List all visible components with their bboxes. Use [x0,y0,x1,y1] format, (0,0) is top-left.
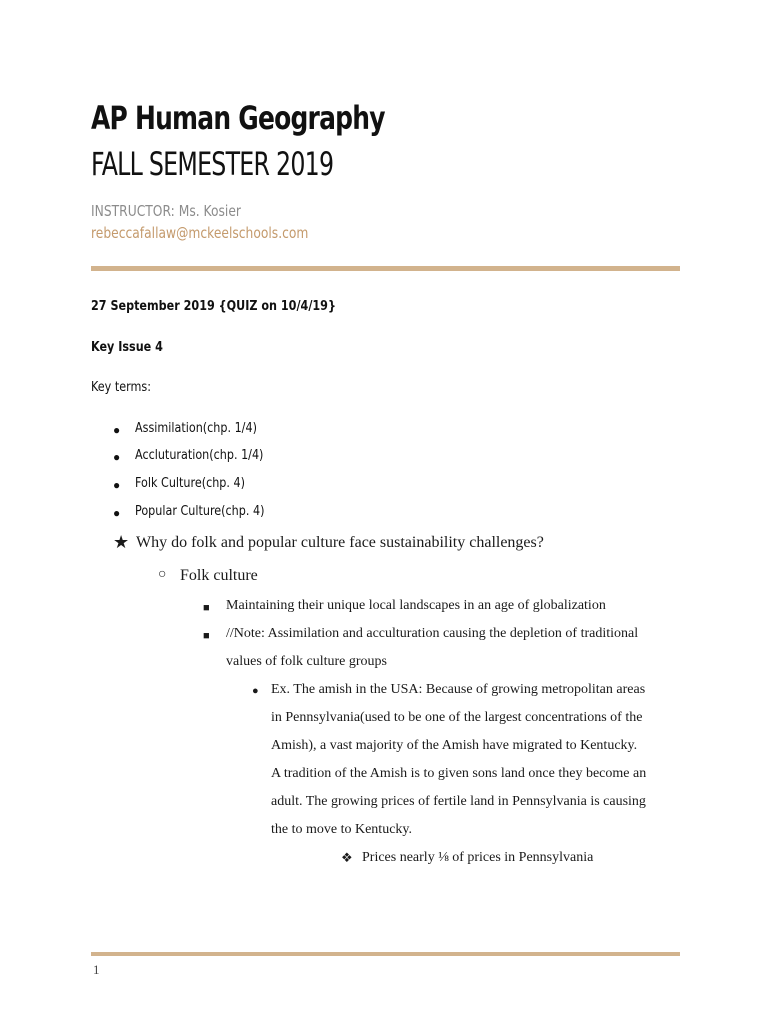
list-item: Popular Culture(chp. 4) [135,504,265,519]
folk-culture-heading: Folk culture [180,567,258,584]
square-bullet-icon: ■ [203,602,210,614]
instructor-email: rebeccafallaw@mckeelschools.com [91,224,309,242]
diamond-bullet-icon: ❖ [341,850,353,865]
question-heading: Why do folk and popular culture face sustainability challenges? [136,534,544,551]
list-item: Maintaining their unique local landscapes in an age of globalization [226,598,606,613]
page-number: 1 [93,962,100,977]
filled-circle-bullet-icon: ● [113,423,121,437]
list-item: //Note: Assimilation and acculturation causing the depletion of traditional [226,626,639,641]
example-line: the to move to Kentucky. [271,822,413,837]
filled-circle-bullet-icon: ● [113,506,121,520]
sub-example-line: Prices nearly ⅛ of prices in Pennsylvania [362,850,594,865]
example-line: A tradition of the Amish is to given sons land once they become an [271,766,647,781]
header-divider [91,266,680,271]
instructor-name: INSTRUCTOR: Ms. Kosier [91,202,241,220]
date-line: 27 September 2019 {QUIZ on 10/4/19} [91,299,336,314]
list-item: Accluturation(chp. 1/4) [135,448,264,463]
example-line: Ex. The amish in the USA: Because of growing metropolitan areas [271,682,646,697]
example-line: in Pennsylvania(used to be one of the largest concentrations of the [271,710,643,725]
filled-circle-bullet-icon: ● [113,478,121,492]
example-line: Amish), a vast majority of the Amish have migrated to Kentucky. [271,738,638,753]
footer-divider [91,952,680,956]
square-bullet-icon: ■ [203,630,210,642]
filled-circle-bullet-icon: ● [113,450,121,464]
key-terms-label: Key terms: [91,380,151,395]
document-title: AP Human Geography [91,99,385,137]
filled-circle-bullet-icon: ● [252,685,259,697]
key-issue-heading: Key Issue 4 [91,340,163,355]
list-item: Assimilation(chp. 1/4) [135,421,257,436]
semester-subtitle: FALL SEMESTER 2019 [91,145,334,183]
star-bullet-icon: ★ [113,532,130,552]
list-item: Folk Culture(chp. 4) [135,476,245,491]
list-item-continuation: values of folk culture groups [226,654,387,669]
hollow-circle-bullet-icon: ○ [158,567,167,582]
example-line: adult. The growing prices of fertile land in Pennsylvania is causing [271,794,646,809]
